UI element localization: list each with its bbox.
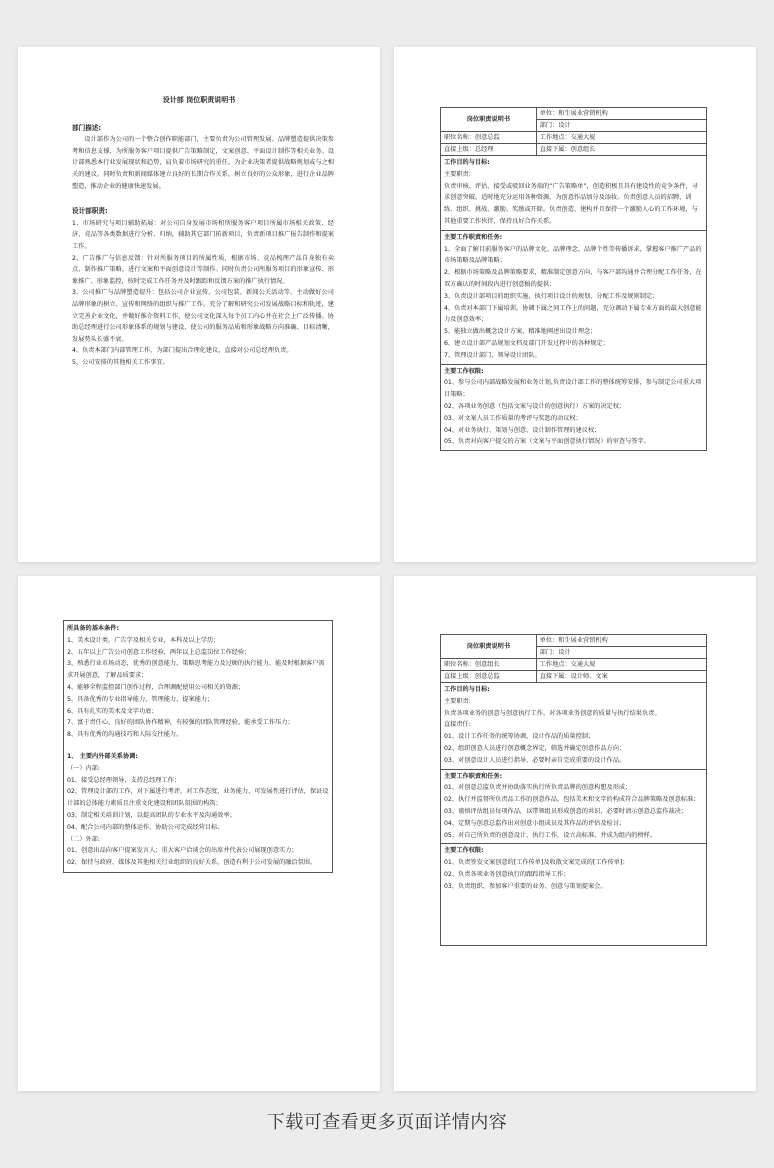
internal-item: 03、制定相关培训计划，以提高团队的专业水平及沟通效率；: [67, 811, 236, 819]
auth-item: 02、各项业务创意（包括文案与设计的创意执行）方案的决定权；: [444, 402, 626, 410]
page-title: 设计部 岗位职责说明书: [162, 96, 236, 104]
req-item: 3、熟悉行业市场动态，优秀的创意能力，策略思考能力及过硬的执行能力、能及时根据客户需求开展创意，了解品质要求；: [67, 660, 325, 680]
duty-item: 5、公司安排的其他相关工作事宜。: [72, 358, 169, 366]
auth-heading: 主要工作权限:: [444, 847, 484, 855]
document-page-4: [394, 576, 756, 1091]
goal-text: 负责审核、评估、接受或驳回业务端的“广告策略单”，创造积极且具有建设性的竞争条件，寻求创意突破。适时地充分运用各种资源，为创意作品加分及添妆。负责创意人员的招聘、训练、组织、挑战、激励、奖励或开除。负责创造、建构并且保持一个激励人心的工作环境，与其他重要工作伙伴，保持良好合作关系。: [444, 182, 698, 225]
req-item: 8、具有优秀的沟通技巧和人际交往能力。: [67, 731, 183, 739]
req-item: 5、具备优秀的专业指导能力、管理能力、提案能力；: [67, 695, 214, 703]
goal-label: 主要职责:: [444, 697, 471, 705]
auth-item: 02、负责各项业务创意执行的跟踪指导工作；: [444, 870, 570, 878]
duty-heading: 设计部职责:: [72, 207, 108, 216]
location-cell: 工作地点：交通大厦: [536, 132, 706, 144]
task-item: 7、管理设计部门，领导设计团队。: [444, 351, 541, 359]
unit-cell: 单位：和生展业营销机构: [536, 635, 706, 647]
auth-section: [440, 844, 707, 946]
task-item: 02、执行并监督所负责品工作的创意作品，包括美术和文字的构成符合品牌策略及创意标准；: [444, 796, 700, 804]
download-more-text: 下载可查看更多页面详情内容: [266, 1112, 508, 1133]
goal-section: [440, 683, 707, 770]
doc-name: 岗位职责说明书: [441, 108, 537, 132]
auth-item: 01、参与公司内部战略发展和业务计划,负责设计部工作的整体统筹安排，参与制定公司重大项目策略；: [444, 379, 702, 399]
location-cell: 工作地点：交通大厦: [536, 659, 706, 671]
goal-text: 负责各项业务的创意与创意执行工作，对各项业务创意的质量与执行结果负责。: [444, 709, 661, 717]
duty-item: 4、负责本部门内部管理工作，为部门提出合理化建议，直接对公司总经理负责。: [72, 347, 293, 355]
direct-item: 01、设计工作任务的统筹协调，设计作品的质量控制；: [444, 733, 595, 741]
dept-cell: 部门：设计: [536, 120, 706, 132]
direct-item: 02、组织创意人员进行创意概念界定，筛选并确定创意作品方向；: [444, 744, 626, 752]
document-page-2: [394, 47, 756, 562]
tasks-heading: 主要工作职责和任务:: [444, 772, 503, 780]
duty-item: 3、公司推广与品牌塑造提升：包括公司企业宣传、公司包装、新闻公关活动等，主动做好公司品牌形象的树立、宣传和网络的组织与推广工作。充分了解和研究公司发展战略目标和轨迹，建立完善企业文化，并做好推介资料工作，使公司文化深入每个员工内心并在社会上广泛传播。协助总经理进行公司形象体系的规划与建设，使公司的服务品质和形象战略方向准确、目标清晰，发展势头长盛不衰。: [72, 289, 334, 343]
goal-section: [440, 156, 707, 231]
auth-item: 05、负责对向客户提交的方案（文案与平面创意执行情况）的审查与签字。: [444, 438, 650, 446]
task-item: 2、根据市场策略及品牌策略要求，精准制定创意方向，与客户部沟通并合理分配工作任务，在双方确认的时间段内进行创意稿的提供；: [444, 269, 702, 288]
relations-heading: 1、 主要内外部关系协调:: [67, 752, 138, 760]
task-item: 03、谨慎评估组员每项作品，以带领组员形成创意的共识，必要时请示创意总监作裁决；: [444, 807, 687, 815]
job-header-table: [440, 107, 707, 156]
task-item: 3、负责设计部项目的组织实施，执行项目设计的规划、分配工作及规则制定；: [444, 292, 659, 300]
unit-cell: 单位：和生展业营销机构: [536, 108, 706, 120]
auth-item: 03、负责组织、参加客户重要的业务、创意与策划提案会。: [444, 882, 607, 890]
req-item: 1、美术设计类、广告学及相关专业，本科及以上学历；: [67, 636, 220, 644]
duty-item: 1、市场研究与项目辅助拓展：对公司自身发展市场和所服务客户项目所属市场相关政策、经济、竞品等各类数据进行分析、归纳，辅助其它部门拓新项目，负责新项目推广报告制作和提案工作。: [72, 219, 334, 250]
superior-cell: 直接上级：创意总监: [441, 671, 537, 683]
internal-item: 04、配合公司内部的整体运作，协助公司完成经营目标。: [67, 823, 224, 831]
subordinate-cell: 直接下属：设计师、文案: [536, 671, 706, 683]
document-page-3: [18, 576, 380, 1091]
task-item: 05、对自己所负责的创意设计、执行工作，设立高标准，并成为组内的榜样。: [444, 831, 657, 839]
task-item: 04、定期与创意总监作出对创意小组成员及其作品的评估及检讨；: [444, 819, 626, 827]
external-label: （二）外部:: [67, 835, 101, 843]
tasks-section: [440, 770, 707, 845]
auth-section: [440, 365, 707, 452]
auth-item: 04、对业务执行、策划与创意、设计制作管理的建议权；: [444, 426, 601, 434]
direct-item: 03、对创意设计人员进行指导，必要时亲自完成重要的设计作品。: [444, 756, 626, 764]
subordinate-cell: 直接下属：创意组长: [536, 144, 706, 156]
dept-description: 设计部作为公司的一个整合创作职能部门，主要负责为公司管理发展、品牌塑造提供决策参考和信息支撑，为所服务客户项目提供广告策略制定，文案创意、平面设计制作等相关业务。设计部熟悉本行业发展现状和趋势，肩负着市场研究的重任，为企业决策者提供战略规划或与之相关的建议。同时负责和新闻媒体建立良好的长期合作关系，树立良好的公众形象，进行企业品牌塑造，推动企业的健康快速发展。: [72, 136, 334, 190]
internal-item: 02、管理设计部的工作，对下属进行考评。对工作态度、业务能力、可发展性进行评估，保证设计部的总体能力素质且注重文化建设和团队氛围的构筑；: [67, 788, 329, 808]
task-item: 1、全面了解目前服务客户的品牌文化、品牌理念、品牌个性等传播诉求，掌握客户推广产品的市场策略及品牌策略；: [444, 245, 702, 265]
req-heading: 所具备的基本条件:: [67, 625, 119, 632]
position-cell: 职位名称：创意总监: [441, 132, 537, 144]
internal-label: （一）内部:: [67, 764, 101, 772]
task-item: 01、对创意总监负责并协助落实执行所负责品牌的创意构想及形成；: [444, 784, 632, 792]
task-item: 4、负责对本部门下属培训，协调下属之间工作上的问题，充分调动下属专业方面的最大创意能力及创意效率；: [444, 304, 702, 324]
auth-item: 03、对文案人员工作质量的考评与奖惩的动议权；: [444, 414, 582, 422]
direct-label: 直接责任:: [444, 721, 471, 729]
goal-heading: 工作目的与目标:: [444, 159, 490, 166]
req-item: 7、富于责任心，良好的团队协作精神，有较强的团队管理经验，能承受工作压力；: [67, 719, 294, 727]
document-page-1: [18, 47, 380, 562]
goal-label: 主要职责:: [444, 170, 471, 178]
task-item: 6、建立设计部产品规划文档及部门开发过程中的各种规定；: [444, 339, 609, 347]
position-cell: 职位名称：创意组长: [441, 659, 537, 671]
external-item: 02、保持与政府、媒体及其他相关行业组织的良好关系，创造有利于公司发展的融洽氛围。: [67, 859, 317, 867]
external-item: 01、创意出品向客户提案发言人；重大客户洽谈会的出席并代表公司展现创意实力；: [67, 847, 298, 855]
req-item: 4、能够全程监控部门创作过程，合理调配使用公司相关的资源；: [67, 683, 245, 691]
superior-cell: 直接上级：总经理: [441, 144, 537, 156]
internal-item: 01、接受总经理领导，支持总经理工作；: [67, 776, 181, 784]
auth-item: 01、负责签发文案创意的[工作传单]及收散文案完成的[工作传单]；: [444, 859, 629, 867]
duty-item: 2、广告推广与信息反馈：针对所服务项目的所属性质，根据市场、竞品梳理产品自身独有卖点，制作推广策略，进行文案和平面创意设计等制作。同时负责公司所服务项目的形象宣传、形象推广、形象监控，按时完成工作任务并及时跟踪和反馈方案的推广执行情况。: [72, 254, 334, 285]
req-item: 6、具有扎实的美术及文字功底；: [67, 707, 158, 715]
tasks-section: [440, 231, 707, 365]
dept-heading: 部门描述:: [72, 123, 102, 132]
dept-cell: 部门：设计: [536, 647, 706, 659]
req-item: 2、五年以上广告公司创意工作经验，两年以上总监岗位工作经验；: [67, 648, 251, 656]
tasks-heading: 主要工作职责和任务:: [444, 233, 503, 241]
requirements-box: [63, 620, 333, 873]
auth-heading: 主要工作权限:: [444, 367, 484, 375]
job-header-table: [440, 634, 707, 683]
goal-heading: 工作目的与目标:: [444, 686, 490, 693]
doc-name: 岗位职责说明书: [441, 635, 537, 659]
task-item: 5、能独立做出概念设计方案，精准地阐述出设计理念；: [444, 328, 597, 336]
